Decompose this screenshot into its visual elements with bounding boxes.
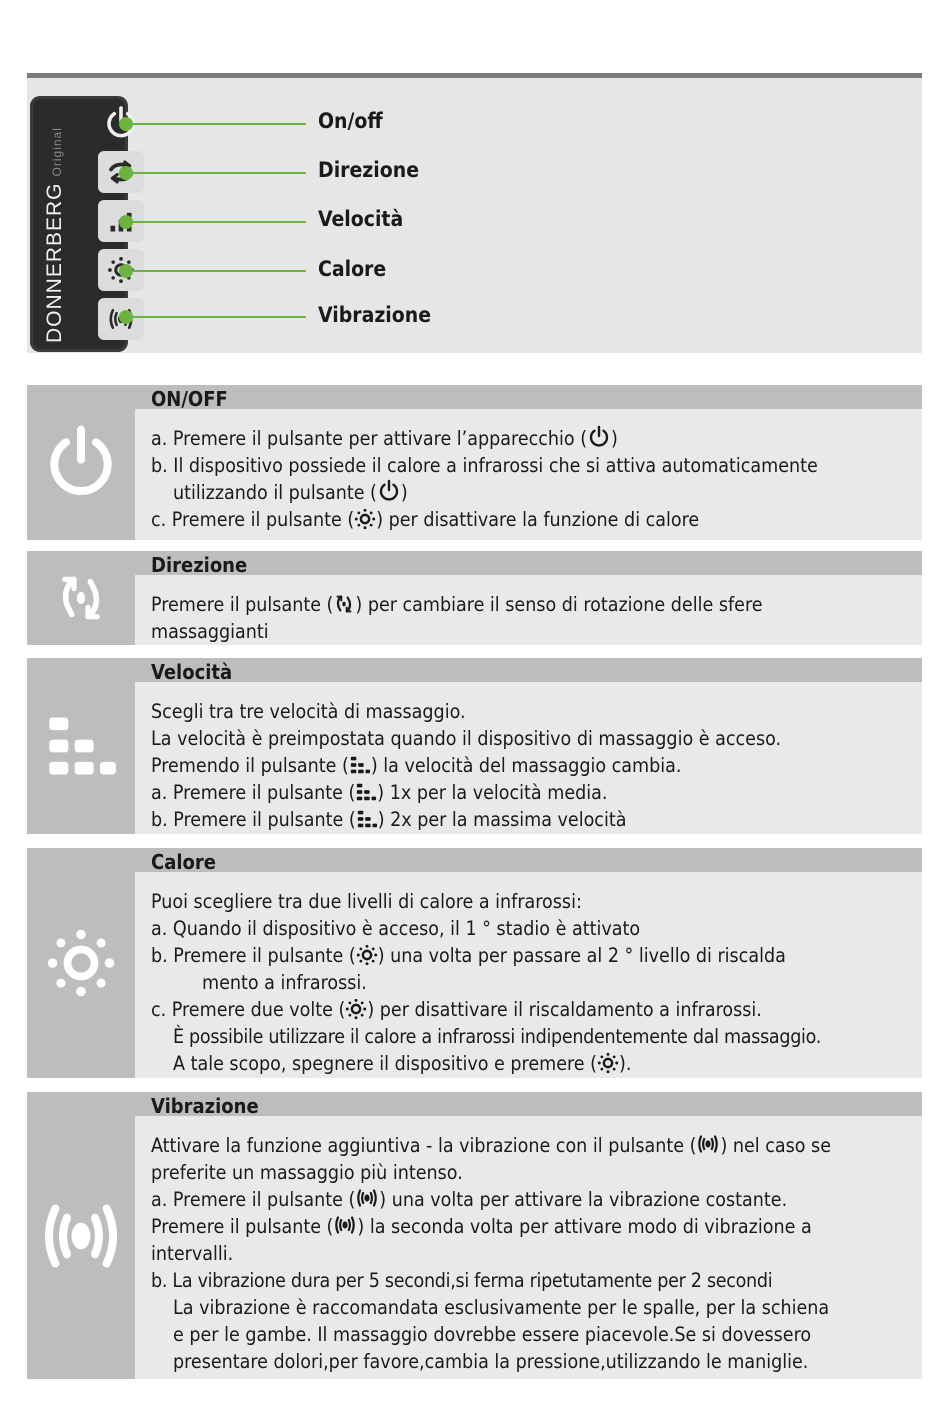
speed-icon [43,708,119,784]
rotation-icon [333,593,355,615]
speed-icon [355,781,377,803]
rotation-icon [53,570,109,626]
callout-label-calore: Calore [318,257,387,281]
sun-icon [597,1052,619,1074]
vibration-icon [355,1186,379,1210]
sun-icon [45,927,117,999]
callout-velocita [128,215,318,229]
section-title: ON/OFF [151,387,228,411]
section-calore: Calore Puoi scegliere tra due livelli di calore a infrarossi: a. Quando il dispositivo è acceso, il 1 ° stadio è attivato b. Premere il pulsante ( ) una volta per passare al 2 ° livello di riscalda mento a infrarossi. c. Premere due volte ( ) per disattivare il riscaldamento a infrarossi. È possibile utilizzare il calore a infrarossi indipendentemente dal massaggio. A tale scopo, spegnere il dispositivo e premere ( ). [27,848,922,1078]
section-direzione: Direzione Premere il pulsante ( ) per cambiare il senso di rotazione delle sfere massaggianti [27,551,922,645]
power-icon [587,425,611,449]
callout-onoff [128,117,318,131]
vibration-icon [696,1132,720,1156]
speed-icon [349,754,371,776]
callout-label-direzione: Direzione [318,158,420,182]
callout-label-vibrazione: Vibrazione [318,303,432,327]
section-title: Velocità [151,660,233,684]
callout-label-velocita: Velocità [318,207,404,231]
power-icon [41,423,121,503]
vibration-icon [333,1213,357,1237]
section-title: Direzione [151,553,248,577]
power-icon [377,479,401,503]
remote-control [30,96,128,352]
callout-label-onoff: On/off [318,109,383,133]
sun-icon [356,944,378,966]
sun-icon [354,508,376,530]
section-onoff: ON/OFF a. Premere il pulsante per attivare l’apparecchio ( ) b. Il dispositivo possiede il calore a infrarossi che si attiva automaticamente utilizzando il pulsante ( ) c. Premere il pulsante ( ) per disattivare la funzione di calore [27,385,922,540]
callout-calore [128,264,318,278]
vibration-icon [37,1192,125,1280]
section-title: Vibrazione [151,1094,259,1118]
sun-icon [345,998,367,1020]
section-title: Calore [151,850,216,874]
section-vibrazione: Vibrazione Attivare la funzione aggiuntiva - la vibrazione con il pulsante ( ) nel caso se preferite un massaggio più intenso. a. Premere il pulsante ( ) una volta per attivare la vibrazione costante. Premere il pulsante ( ) la seconda volta per attivare modo di vibrazione a intervalli. b. La vibrazione dura per 5 secondi,si ferma ripetutamente per 2 secondi La vibrazione è raccomandata esclusivamente per le spalle, per la schiena e per le gambe. Il massaggio dovrebbe essere piacevole.Se si dovessero presentare dolori,per favore,cambia la pressione,utilizzando le maniglie. [27,1092,922,1379]
brand-logo: DONNERBERGOriginal [43,127,66,343]
section-velocita: Velocità Scegli tra tre velocità di massaggio. La velocità è preimpostata quando il dispositivo di massaggio è acceso. Premendo il pulsante ( ) la velocità del massaggio cambia. a. Premere il pulsante ( ) 1x per la velocità media. b. Premere il pulsante ( ) 2x per la massima velocità [27,658,922,834]
callout-direzione [128,166,318,180]
callout-vibrazione [128,310,318,324]
speed-icon [356,808,378,830]
